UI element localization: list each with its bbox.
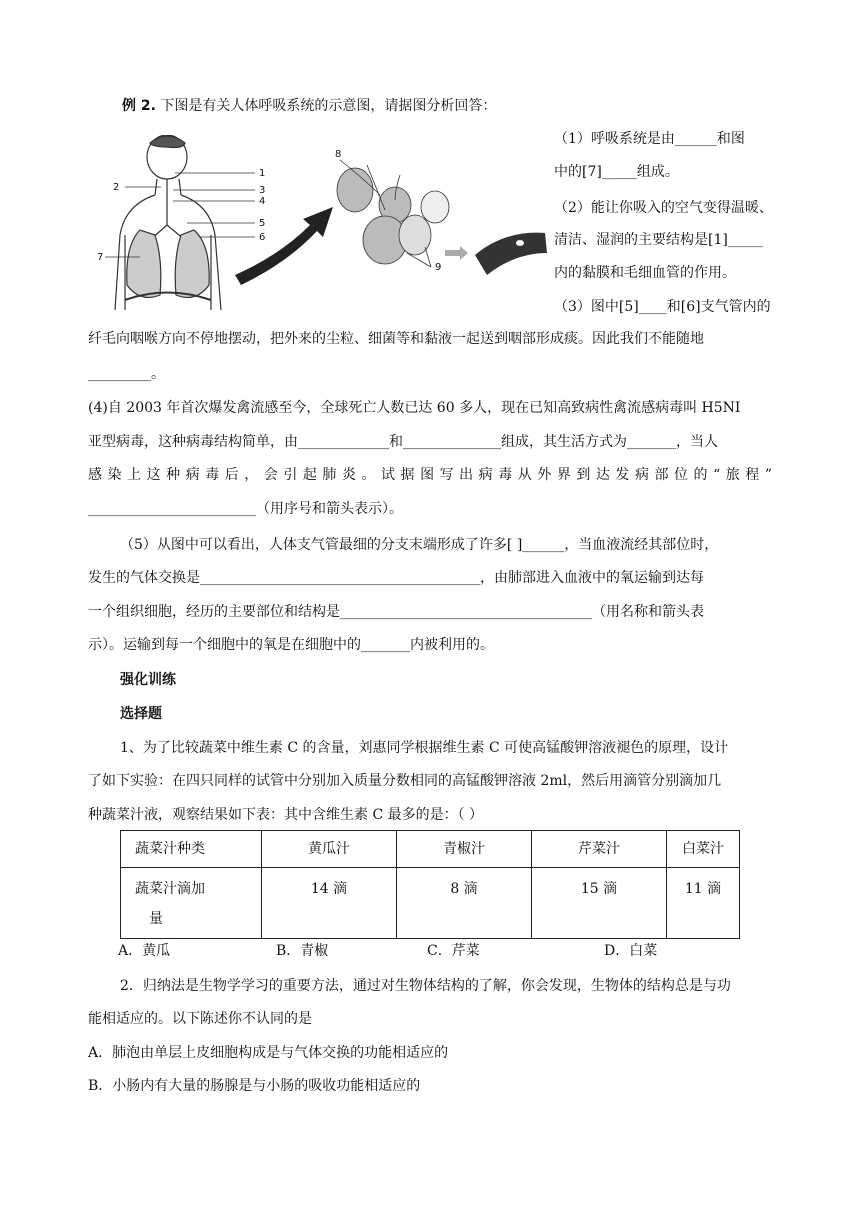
figure-label-4: 4	[259, 196, 266, 207]
figure-label-9: 9	[435, 262, 442, 273]
q2-line-b: 清洁、湿润的主要结构是[1]_____	[554, 232, 763, 248]
table-cell: 11 滴	[667, 868, 740, 939]
q4-line-a: (4)自 2003 年首次爆发禽流感至今，全球死亡人数已达 60 多人，现在已知高致病性禽流感病毒叫 H5NI	[88, 400, 741, 416]
q3-line-c: _________。	[88, 366, 165, 382]
q3-line-b: 纤毛向咽喉方向不停地摆动，把外来的尘粒、细菌等和黏液一起送到咽部形成痰。因此我们不能随地	[88, 331, 704, 347]
table-header-cell: 芹菜汁	[532, 831, 667, 868]
table-cell: 14 滴	[262, 868, 397, 939]
row-label-line-2: 量	[149, 911, 163, 927]
example-title-line	[122, 96, 496, 116]
q2-line-a: （2）能让你吸入的空气变得温暖、	[554, 200, 773, 216]
capillary-illustration	[475, 233, 547, 275]
figure-label-7: 7	[97, 252, 104, 263]
training-heading: 强化训练	[120, 672, 176, 688]
table-header-cell: 蔬菜汁种类	[121, 831, 262, 868]
problem2-line-a: 2．归纳法是生物学学习的重要方法，通过对生物体结构的了解，你会发现，生物体的结构总是与功	[120, 978, 731, 994]
q5-line-c: 一个组织细胞，经历的主要部位和结构是____________________________________（用名称和箭头表	[88, 604, 704, 620]
figure-label-1: 1	[259, 168, 266, 179]
problem1-line-c: 种蔬菜汁液，观察结果如下表：其中含维生素 C 最多的是：（ ）	[88, 807, 484, 823]
table-cell: 15 滴	[532, 868, 667, 939]
figure-label-5: 5	[259, 218, 266, 229]
vegetable-juice-table	[120, 830, 740, 939]
q2-line-c: 内的黏膜和毛细血管的作用。	[554, 265, 736, 281]
table-cell: 8 滴	[397, 868, 532, 939]
figure-label-6: 6	[259, 232, 266, 243]
q5-line-a: （5）从图中可以看出，人体支气管最细的分支末端形成了许多[ ]______，当血液流经其部位时，	[120, 537, 719, 553]
table-header-cell: 黄瓜汁	[262, 831, 397, 868]
q4-line-b: 亚型病毒，这种病毒结构简单，由_____________和______________组成，其生活方式为_______，当人	[88, 434, 718, 450]
problem1-line-a: 1、为了比较蔬菜中维生素 C 的含量，刘惠同学根据维生素 C 可使高锰酸钾溶液褪色的原理，设计	[120, 740, 729, 756]
table-header-cell: 白菜汁	[667, 831, 740, 868]
arrow-icon	[235, 207, 333, 285]
example-number: 例 2.	[122, 98, 156, 114]
q4-line-c: 感染上这种病毒后，会引起肺炎。试据图写出病毒从外界到达发病部位的“旅程”	[88, 467, 772, 483]
q1-line-b: 中的[7]_____组成。	[554, 164, 679, 180]
option-b: B．青椒	[276, 943, 329, 959]
problem2-option-b: B．小肠内有大量的肠腺是与小肠的吸收功能相适应的	[88, 1078, 421, 1094]
row-label-line-1: 蔬菜汁滴加	[135, 881, 205, 897]
table-row-label	[121, 868, 262, 939]
problem1-line-b: 了如下实验：在四只同样的试管中分别加入质量分数相同的高锰酸钾溶液 2ml，然后用滴管分别滴加几	[88, 773, 722, 789]
alveoli-illustration	[337, 160, 449, 267]
table-header-row	[121, 831, 740, 868]
q3-line-a: （3）图中[5]____和[6]支气管内的	[554, 299, 771, 315]
option-c: C．芹菜	[427, 943, 480, 959]
small-arrow-icon	[445, 246, 468, 260]
q5-line-d: 示）。运输到每一个细胞中的氧是在细胞中的_______内被利用的。	[88, 637, 494, 653]
option-a: A．黄瓜	[118, 943, 171, 959]
figure-label-8: 8	[335, 149, 342, 160]
table-header-cell: 青椒汁	[397, 831, 532, 868]
figure-label-3: 3	[259, 185, 266, 196]
problem2-line-b: 能相适应的。以下陈述你不认同的是	[88, 1011, 312, 1027]
example-intro: 下图是有关人体呼吸系统的示意图，请据图分析回答：	[160, 98, 497, 114]
q1-line-a: （1）呼吸系统是由______和图	[554, 131, 745, 147]
human-body-illustration	[115, 135, 221, 310]
problem2-option-a: A．肺泡由单层上皮细胞构成是与气体交换的功能相适应的	[88, 1045, 449, 1061]
figure-label-2: 2	[113, 182, 120, 193]
choice-heading: 选择题	[120, 706, 162, 722]
table-row	[121, 868, 740, 939]
respiratory-system-figure	[95, 135, 550, 310]
q5-line-b: 发生的气体交换是________________________________________，由肺部进入血液中的氧运输到达每	[88, 570, 704, 586]
option-d: D．白菜	[604, 943, 658, 959]
q4-line-d: ________________________（用序号和箭头表示）。	[88, 501, 403, 517]
